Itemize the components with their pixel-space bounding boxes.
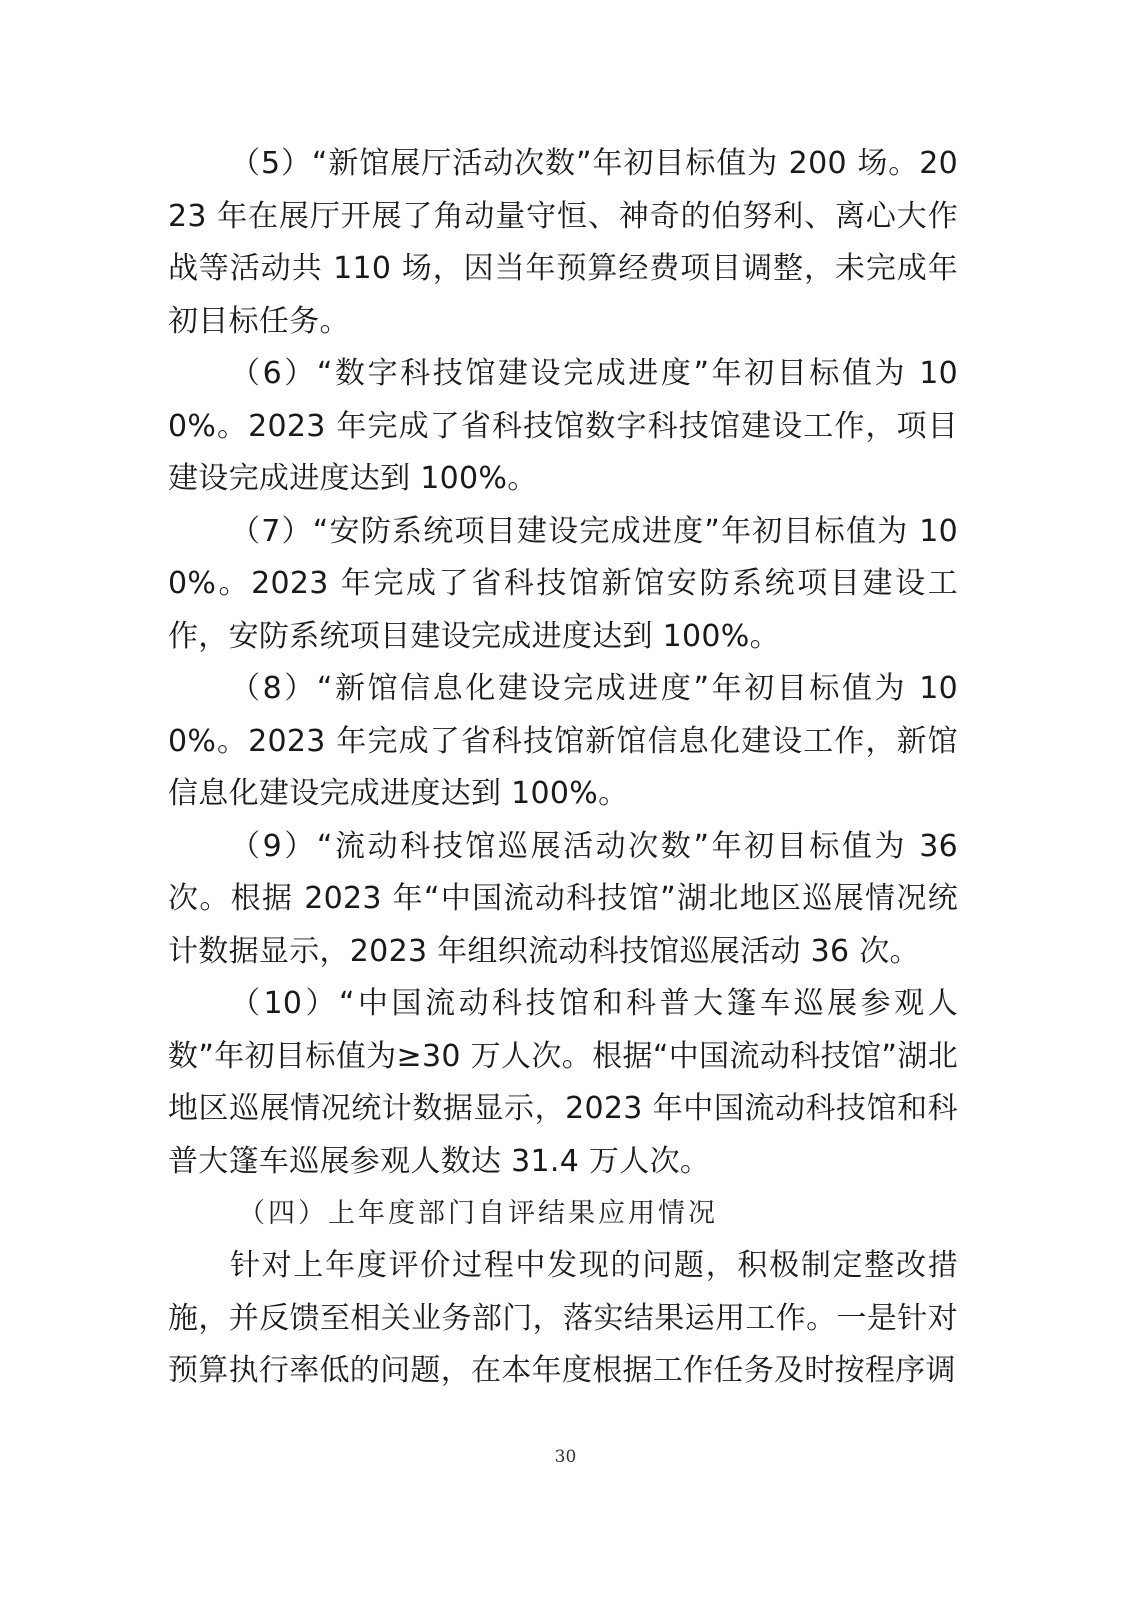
paragraph-item-7: （7）“安防系统项目建设完成进度”年初目标值为 100%。2023 年完成了省科技馆新馆安防系统项目建设工作，安防系统项目建设完成进度达到 100%。 (168, 513, 958, 654)
paragraph-item-10: （10）“中国流动科技馆和科普大篷车巡展参观人数”年初目标值为≥30 万人次。根据“中国流动科技馆”湖北地区巡展情况统计数据显示，2023 年中国流动科技馆和科普大篷车巡展参观人数达 31.4 万人次。 (168, 986, 958, 1179)
paragraph-item-8: （8）“新馆信息化建设完成进度”年初目标值为 100%。2023 年完成了省科技馆新馆信息化建设工作，新馆信息化建设完成进度达到 100%。 (168, 671, 958, 811)
page-number: 30 (554, 1447, 577, 1467)
paragraph-item-6: （6）“数字科技馆建设完成进度”年初目标值为 100%。2023 年完成了省科技馆数字科技馆建设工作，项目建设完成进度达到 100%。 (168, 356, 958, 496)
paragraph-item-9: （9）“流动科技馆巡展活动次数”年初目标值为 36 次。根据 2023 年“中国流动科技馆”湖北地区巡展情况统计数据显示，2023 年组织流动科技馆巡展活动 36 次。 (168, 828, 958, 969)
section-heading: （四）上年度部门自评结果应用情况 (238, 1198, 718, 1229)
page-body (168, 138, 958, 1398)
final-paragraph: 针对上年度评价过程中发现的问题，积极制定整改措施，并反馈至相关业务部门，落实结果运用工作。一是针对预算执行率低的问题，在本年度根据工作任务及时按程序调 (168, 1248, 958, 1388)
paragraph-item-5: （5）“新馆展厅活动次数”年初目标值为 200 场。2023 年在展厅开展了角动量守恒、神奇的伯努利、离心大作战等活动共 110 场，因当年预算经费项目调整，未完成年初目标任务。 (168, 146, 958, 339)
